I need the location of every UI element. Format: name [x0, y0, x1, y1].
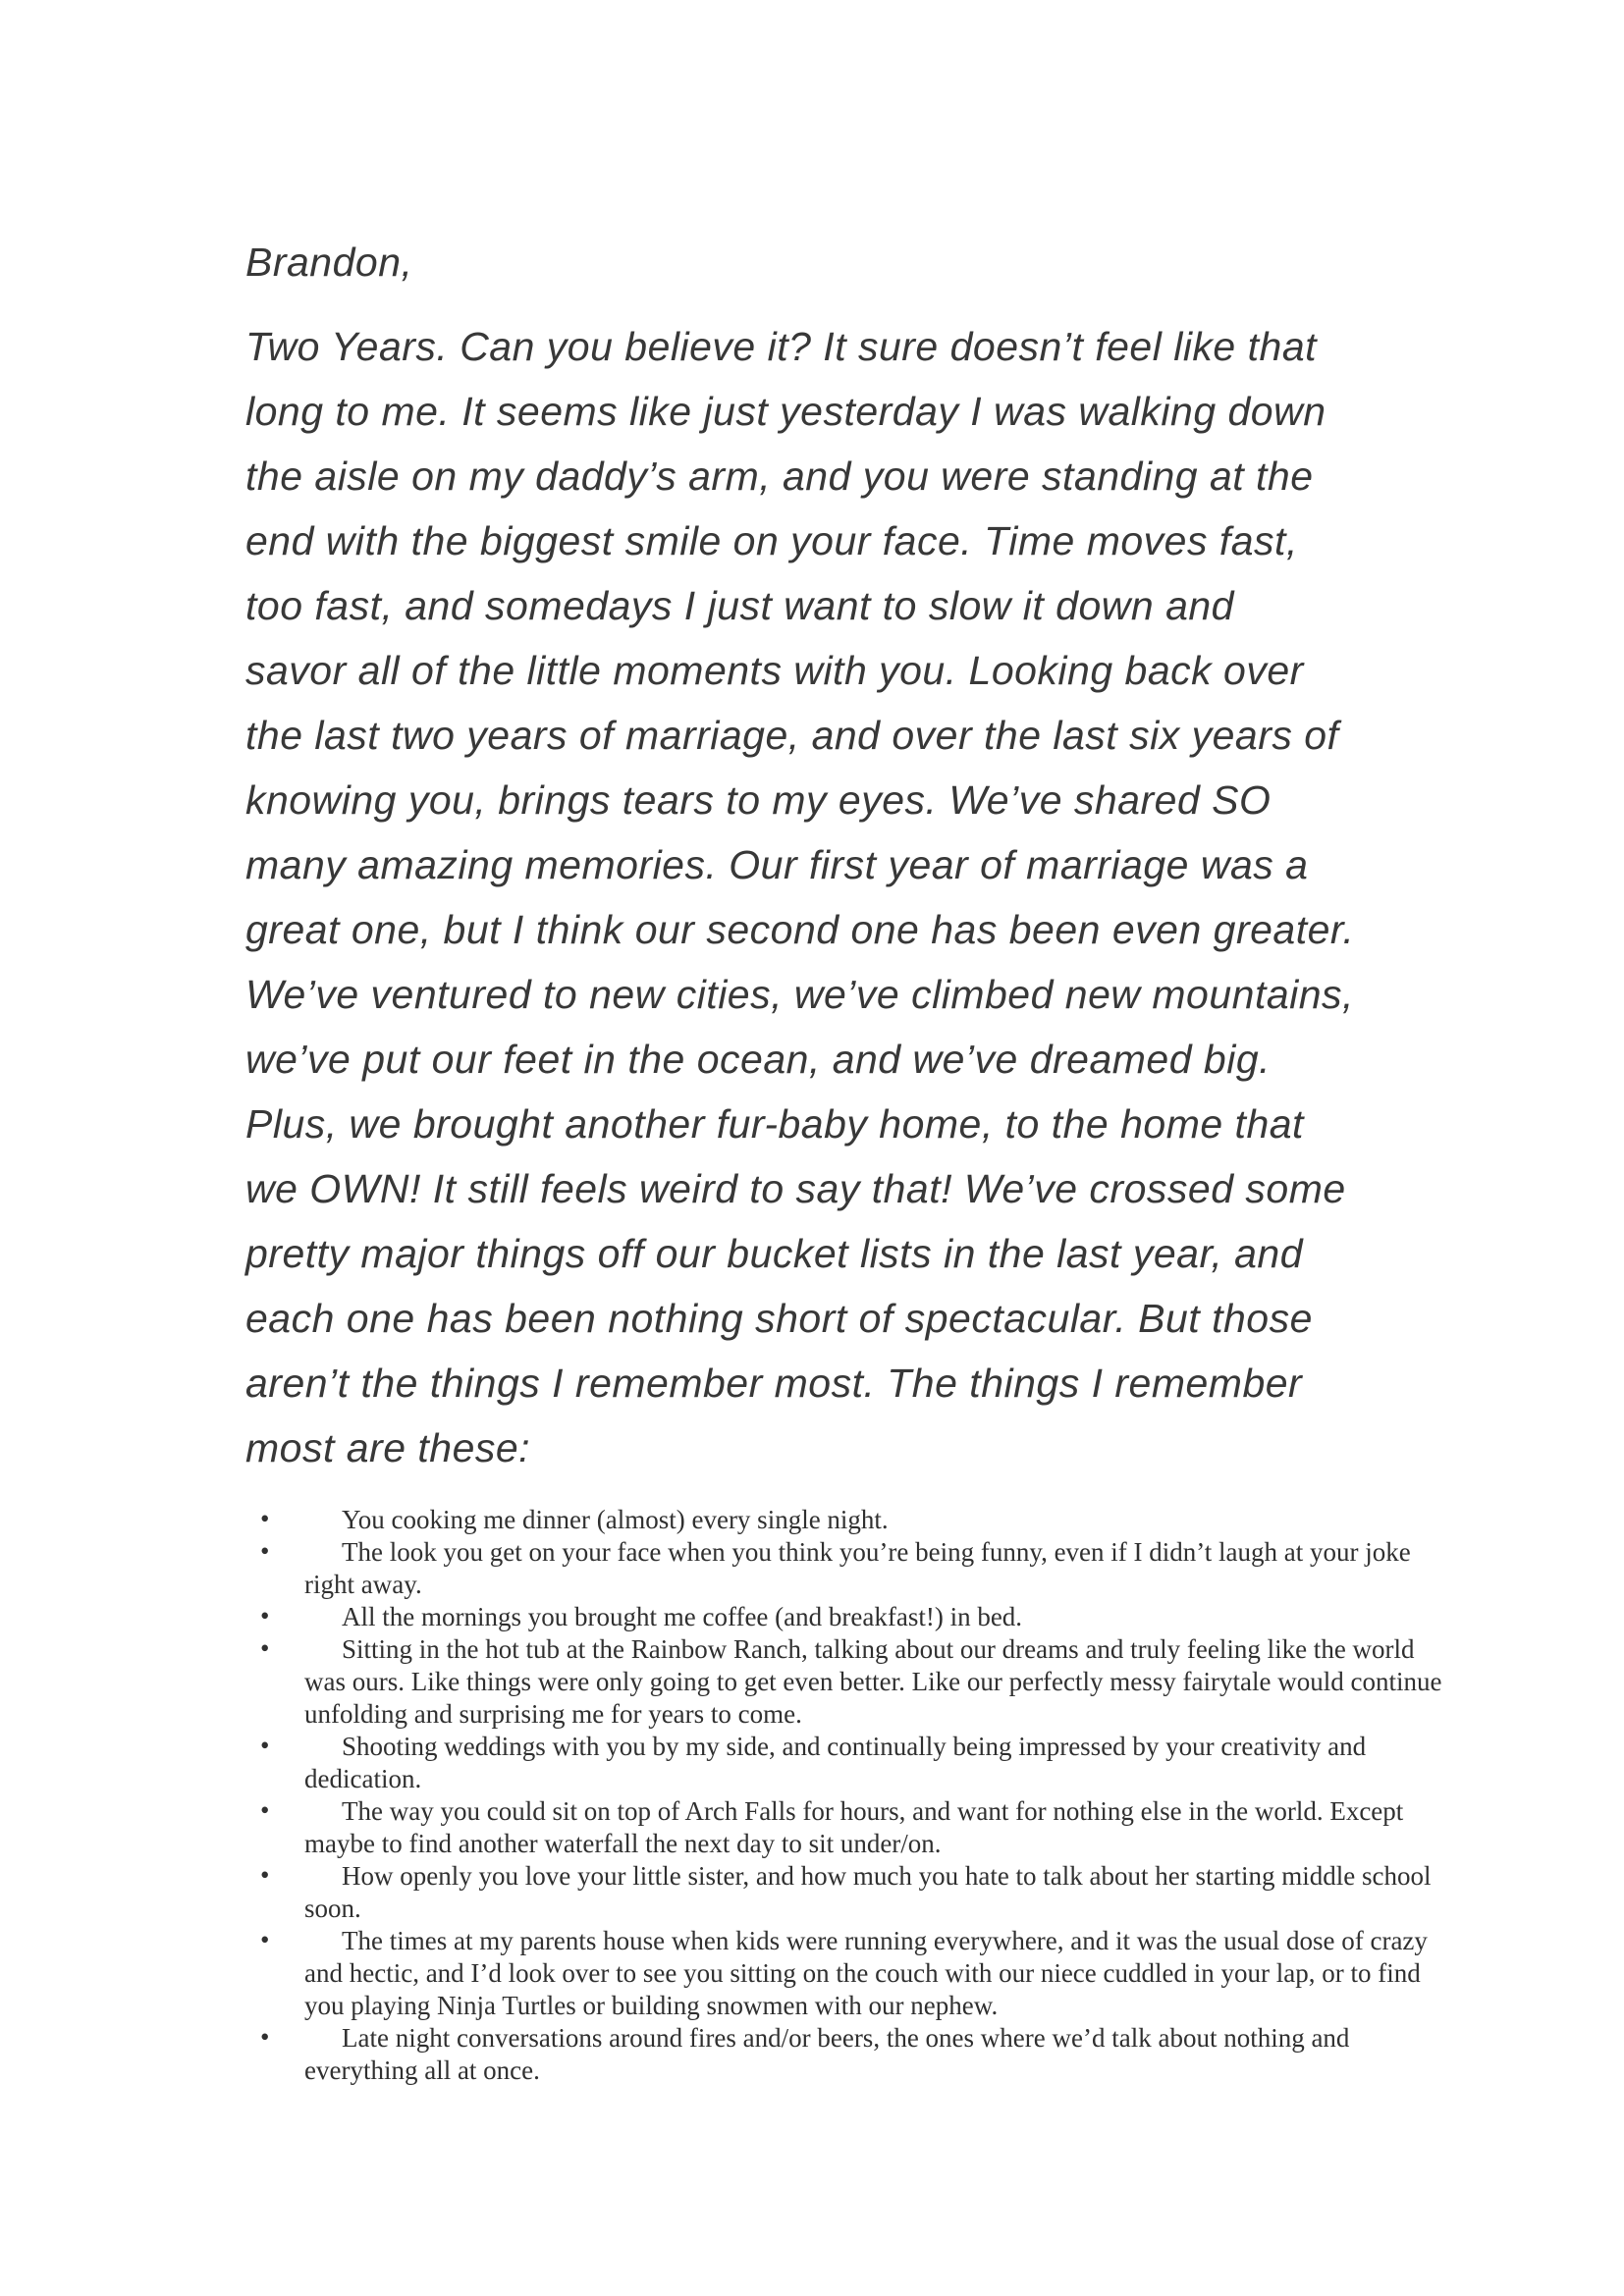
letter-body-line: the last two years of marriage, and over the last six years of: [245, 713, 1339, 758]
bullet-marker: •: [260, 1731, 270, 1760]
list-item-text: You cooking me dinner (almost) every single night.: [342, 1505, 889, 1534]
letter-body-line: we OWN! It still feels weird to say that! We’ve crossed some: [245, 1166, 1346, 1211]
letter-body-line: each one has been nothing short of spectacular. But those: [245, 1296, 1313, 1341]
list-item-text: was ours. Like things were only going to get even better. Like our perfectly messy fairytale would continue: [304, 1667, 1442, 1696]
letter-body-line: long to me. It seems like just yesterday I was walking down: [245, 389, 1326, 434]
list-item-text: dedication.: [304, 1764, 422, 1793]
list-item-text: soon.: [304, 1894, 361, 1923]
list-item-text: The way you could sit on top of Arch Falls for hours, and want for nothing else in the world. Except: [342, 1796, 1404, 1826]
letter-body-line: end with the biggest smile on your face. Time moves fast,: [245, 518, 1298, 563]
letter-body-line: the aisle on my daddy’s arm, and you were standing at the: [245, 454, 1314, 499]
list-item-text: Sitting in the hot tub at the Rainbow Ranch, talking about our dreams and truly feeling like the world: [342, 1634, 1415, 1664]
list-item-line: [0, 1795, 1624, 1828]
letter-body-line: Two Years. Can you believe it? It sure doesn’t feel like that: [245, 324, 1318, 369]
letter-body-line: savor all of the little moments with you. Looking back over: [245, 648, 1304, 693]
list-item-text: maybe to find another waterfall the next day to sit under/on.: [304, 1829, 942, 1858]
bullet-marker: •: [260, 1860, 270, 1890]
letter-body-line: most are these:: [245, 1425, 531, 1470]
bullet-marker: •: [260, 1536, 270, 1566]
bullet-marker: •: [260, 1795, 270, 1825]
letter-content: [0, 230, 1624, 2087]
list-item: [0, 1860, 1624, 1925]
bullet-marker: •: [260, 1925, 270, 1954]
letter-body-line: We’ve ventured to new cities, we’ve climbed new mountains,: [245, 972, 1354, 1017]
list-item-line: [0, 1893, 1624, 1925]
list-item-line: [0, 1504, 1624, 1536]
list-item-text: and hectic, and I’d look over to see you sitting on the couch with our niece cuddled in your lap, or to find: [304, 1958, 1421, 1988]
list-item-line: [0, 1731, 1624, 1763]
letter-body-line: we’ve put our feet in the ocean, and we’ve dreamed big.: [245, 1037, 1272, 1082]
letter-body-line: too fast, and somedays I just want to slow it down and: [245, 583, 1234, 628]
letter-body-line: pretty major things off our bucket lists in the last year, and: [245, 1231, 1304, 1276]
list-item-line: [0, 1666, 1624, 1698]
bullet-marker: •: [260, 1633, 270, 1663]
list-item-line: [0, 1957, 1624, 1990]
list-item-line: [0, 1633, 1624, 1666]
list-item-text: everything all at once.: [304, 2056, 540, 2085]
list-item: [0, 1601, 1624, 1633]
letter-body-line: knowing you, brings tears to my eyes. We’ve shared SO: [245, 777, 1272, 823]
letter-greeting: Brandon,: [245, 240, 413, 285]
list-item: [0, 1795, 1624, 1860]
list-item-text: How openly you love your little sister, and how much you hate to talk about her starting middle school: [342, 1861, 1432, 1891]
letter-body-line: Plus, we brought another fur-baby home, to the home that: [245, 1101, 1304, 1147]
list-item-line: [0, 1990, 1624, 2022]
list-item-line: [0, 2022, 1624, 2055]
list-item-line: [0, 1925, 1624, 1957]
list-item-line: [0, 1828, 1624, 1860]
list-item-text: unfolding and surprising me for years to come.: [304, 1699, 802, 1729]
list-item: [0, 1633, 1624, 1731]
letter-body-line: great one, but I think our second one has been even greater.: [245, 907, 1355, 952]
list-item-line: [0, 1698, 1624, 1731]
bullet-marker: •: [260, 1601, 270, 1630]
list-item-line: [0, 1601, 1624, 1633]
letter-body: [0, 314, 1624, 1480]
list-item: [0, 1536, 1624, 1601]
bullet-marker: •: [260, 1504, 270, 1533]
list-item-line: [0, 1763, 1624, 1795]
list-item-text: The times at my parents house when kids were running everywhere, and it was the usual dose of crazy: [342, 1926, 1428, 1955]
list-item: [0, 1925, 1624, 2022]
list-item-text: Late night conversations around fires and/or beers, the ones where we’d talk about nothing and: [342, 2023, 1350, 2053]
list-item-text: you playing Ninja Turtles or building snowmen with our nephew.: [304, 1991, 999, 2020]
letter-body-line: aren’t the things I remember most. The things I remember: [245, 1361, 1303, 1406]
list-item: [0, 2022, 1624, 2087]
list-item-text: right away.: [304, 1570, 422, 1599]
list-item-text: The look you get on your face when you think you’re being funny, even if I didn’t laugh at your joke: [342, 1537, 1411, 1567]
bullet-marker: •: [260, 2022, 270, 2052]
list-item-text: All the mornings you brought me coffee (and breakfast!) in bed.: [342, 1602, 1023, 1631]
list-item-line: [0, 1569, 1624, 1601]
list-item-line: [0, 1536, 1624, 1569]
memories-bullet-list: [0, 1504, 1624, 2087]
letter-body-line: many amazing memories. Our first year of marriage was a: [245, 842, 1309, 887]
list-item: [0, 1731, 1624, 1795]
list-item-text: Shooting weddings with you by my side, and continually being impressed by your creativity and: [342, 1732, 1367, 1761]
list-item-line: [0, 1860, 1624, 1893]
list-item-line: [0, 2055, 1624, 2087]
list-item: [0, 1504, 1624, 1536]
